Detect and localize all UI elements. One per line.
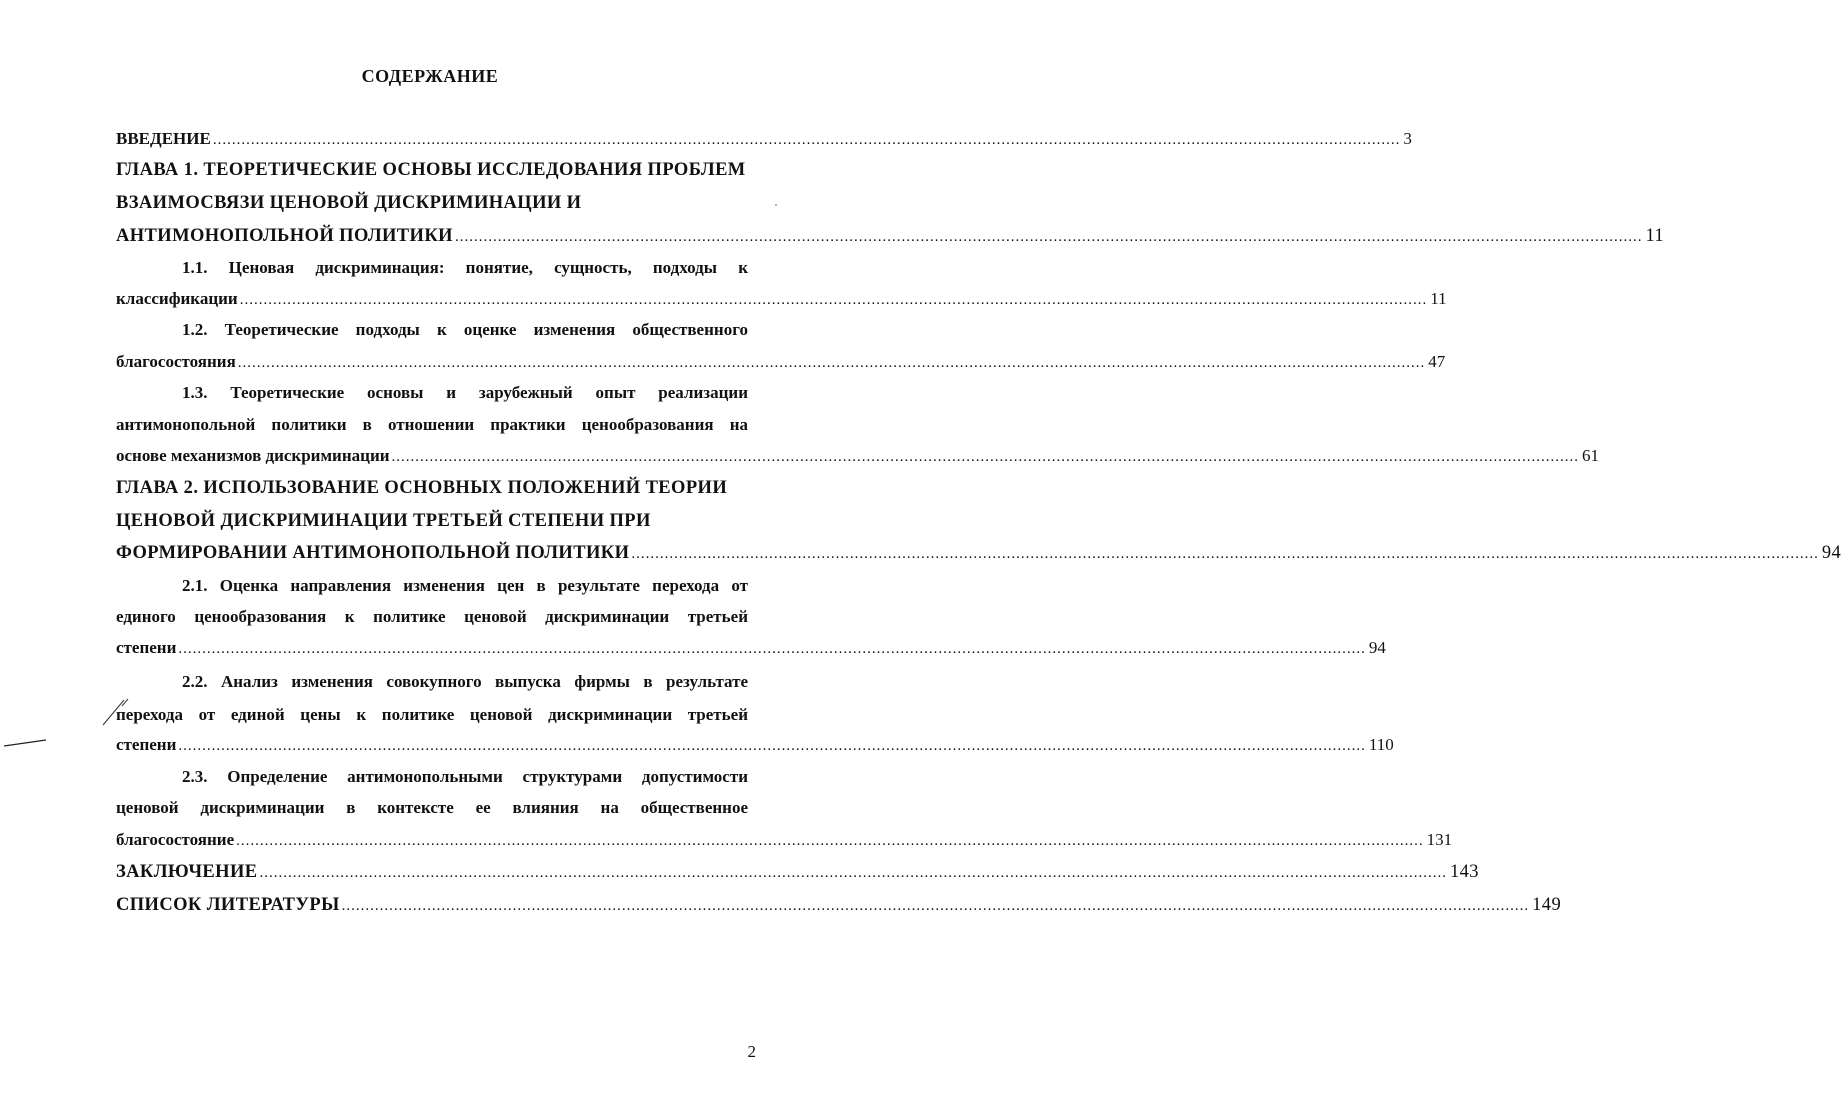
toc-entry-label: благосостояния bbox=[116, 352, 236, 371]
toc-section-2-3-line1[interactable]: 2.3. Определение антимонопольными структурами допустимости bbox=[182, 767, 748, 786]
toc-page-number: 3 bbox=[1403, 129, 1412, 148]
toc-chapter1-line1[interactable]: ГЛАВА 1. ТЕОРЕТИЧЕСКИЕ ОСНОВЫ ИССЛЕДОВАНИЯ ПРОБЛЕМ bbox=[116, 160, 746, 180]
dot-leader: .......................................................................................................................................................................................................................................................... bbox=[259, 865, 1447, 881]
toc-entry-intro[interactable] bbox=[116, 127, 1412, 151]
toc-page-number: 94 bbox=[1821, 543, 1841, 563]
dot-leader: .......................................................................................................................................................................................................................................................... bbox=[631, 546, 1819, 562]
dot-leader: .......................................................................................................................................................................................................................................................... bbox=[341, 898, 1530, 914]
toc-section-2-1-line2[interactable]: единого ценообразования к политике ценовой дискриминации третьей bbox=[116, 607, 748, 626]
toc-section-2-2-line2[interactable]: перехода от единой цены к политике ценовой дискриминации третьей bbox=[116, 705, 748, 724]
toc-entry-label: классификации bbox=[116, 289, 238, 308]
toc-page-number: 11 bbox=[1645, 226, 1665, 246]
toc-page-number: 143 bbox=[1450, 862, 1479, 882]
dot-leader: .......................................................................................................................................................................................................................................................... bbox=[236, 833, 1424, 849]
toc-entry-chapter1[interactable] bbox=[116, 224, 1665, 248]
toc-page-number: 11 bbox=[1430, 289, 1447, 308]
toc-entry-section-1-2[interactable] bbox=[116, 350, 1446, 374]
toc-section-1-3-line1[interactable]: 1.3. Теоретические основы и зарубежный опыт реализации bbox=[182, 383, 748, 402]
toc-entry-section-1-3[interactable] bbox=[116, 444, 1600, 468]
toc-entry-references[interactable] bbox=[116, 893, 1562, 917]
toc-page-number: 94 bbox=[1368, 638, 1386, 657]
toc-section-2-2-line1[interactable]: 2.2. Анализ изменения совокупного выпуска фирмы в результате bbox=[182, 672, 748, 691]
toc-page-number: 149 bbox=[1532, 895, 1562, 915]
toc-entry-label: степени bbox=[116, 638, 177, 657]
toc-entry-section-2-2[interactable] bbox=[116, 733, 1394, 757]
toc-section-1-1-line1[interactable]: 1.1. Ценовая дискриминация: понятие, сущность, подходы к bbox=[182, 258, 748, 277]
toc-entry-label: ВВЕДЕНИЕ bbox=[116, 129, 211, 148]
toc-entry-label: СПИСОК ЛИТЕРАТУРЫ bbox=[116, 895, 340, 915]
toc-entry-label: степени bbox=[116, 735, 177, 754]
toc-entry-chapter2[interactable] bbox=[116, 541, 1841, 565]
toc-section-2-3-line2[interactable]: ценовой дискриминации в контексте ее влияния на общественное bbox=[116, 798, 748, 817]
toc-chapter2-line1[interactable]: ГЛАВА 2. ИСПОЛЬЗОВАНИЕ ОСНОВНЫХ ПОЛОЖЕНИЙ ТЕОРИИ bbox=[116, 478, 728, 498]
toc-title: СОДЕРЖАНИЕ bbox=[361, 66, 499, 86]
page-number: 2 bbox=[747, 1042, 756, 1061]
dot-leader: .......................................................................................................................................................................................................................................................... bbox=[237, 355, 1426, 371]
dot-leader: .......................................................................................................................................................................................................................................................... bbox=[239, 292, 1428, 308]
toc-page-number: 61 bbox=[1582, 446, 1600, 465]
toc-chapter1-line2[interactable]: ВЗАИМОСВЯЗИ ЦЕНОВОЙ ДИСКРИМИНАЦИИ И bbox=[116, 193, 582, 213]
toc-entry-conclusion[interactable] bbox=[116, 860, 1479, 884]
toc-page-number: 131 bbox=[1426, 830, 1453, 849]
toc-entry-label: основе механизмов дискриминации bbox=[116, 446, 390, 465]
toc-entry-section-1-1[interactable] bbox=[116, 287, 1447, 311]
toc-chapter2-line2[interactable]: ЦЕНОВОЙ ДИСКРИМИНАЦИИ ТРЕТЬЕЙ СТЕПЕНИ ПРИ bbox=[116, 511, 651, 531]
toc-entry-label: ЗАКЛЮЧЕНИЕ bbox=[116, 862, 258, 882]
toc-page-number: 47 bbox=[1428, 352, 1446, 371]
toc-entry-section-2-1[interactable] bbox=[116, 636, 1386, 660]
dot-leader: .......................................................................................................................................................................................................................................................... bbox=[391, 449, 1580, 465]
toc-entry-section-2-3[interactable] bbox=[116, 828, 1453, 852]
toc-entry-label: благосостояние bbox=[116, 830, 235, 849]
dot-leader: .......................................................................................................................................................................................................................................................... bbox=[178, 738, 1366, 754]
toc-entry-label: АНТИМОНОПОЛЬНОЙ ПОЛИТИКИ bbox=[116, 226, 453, 246]
dot-leader: .......................................................................................................................................................................................................................................................... bbox=[212, 132, 1401, 148]
toc-section-2-1-line1[interactable]: 2.1. Оценка направления изменения цен в результате перехода от bbox=[182, 576, 748, 595]
toc-entry-label: ФОРМИРОВАНИИ АНТИМОНОПОЛЬНОЙ ПОЛИТИКИ bbox=[116, 543, 630, 563]
dot-leader: .......................................................................................................................................................................................................................................................... bbox=[178, 641, 1366, 657]
toc-page-number: 110 bbox=[1368, 735, 1394, 754]
toc-section-1-2-line1[interactable]: 1.2. Теоретические подходы к оценке изменения общественного bbox=[182, 320, 748, 339]
dot-leader: .......................................................................................................................................................................................................................................................... bbox=[454, 229, 1643, 245]
toc-section-1-3-line2[interactable]: антимонопольной политики в отношении практики ценообразования на bbox=[116, 415, 748, 434]
